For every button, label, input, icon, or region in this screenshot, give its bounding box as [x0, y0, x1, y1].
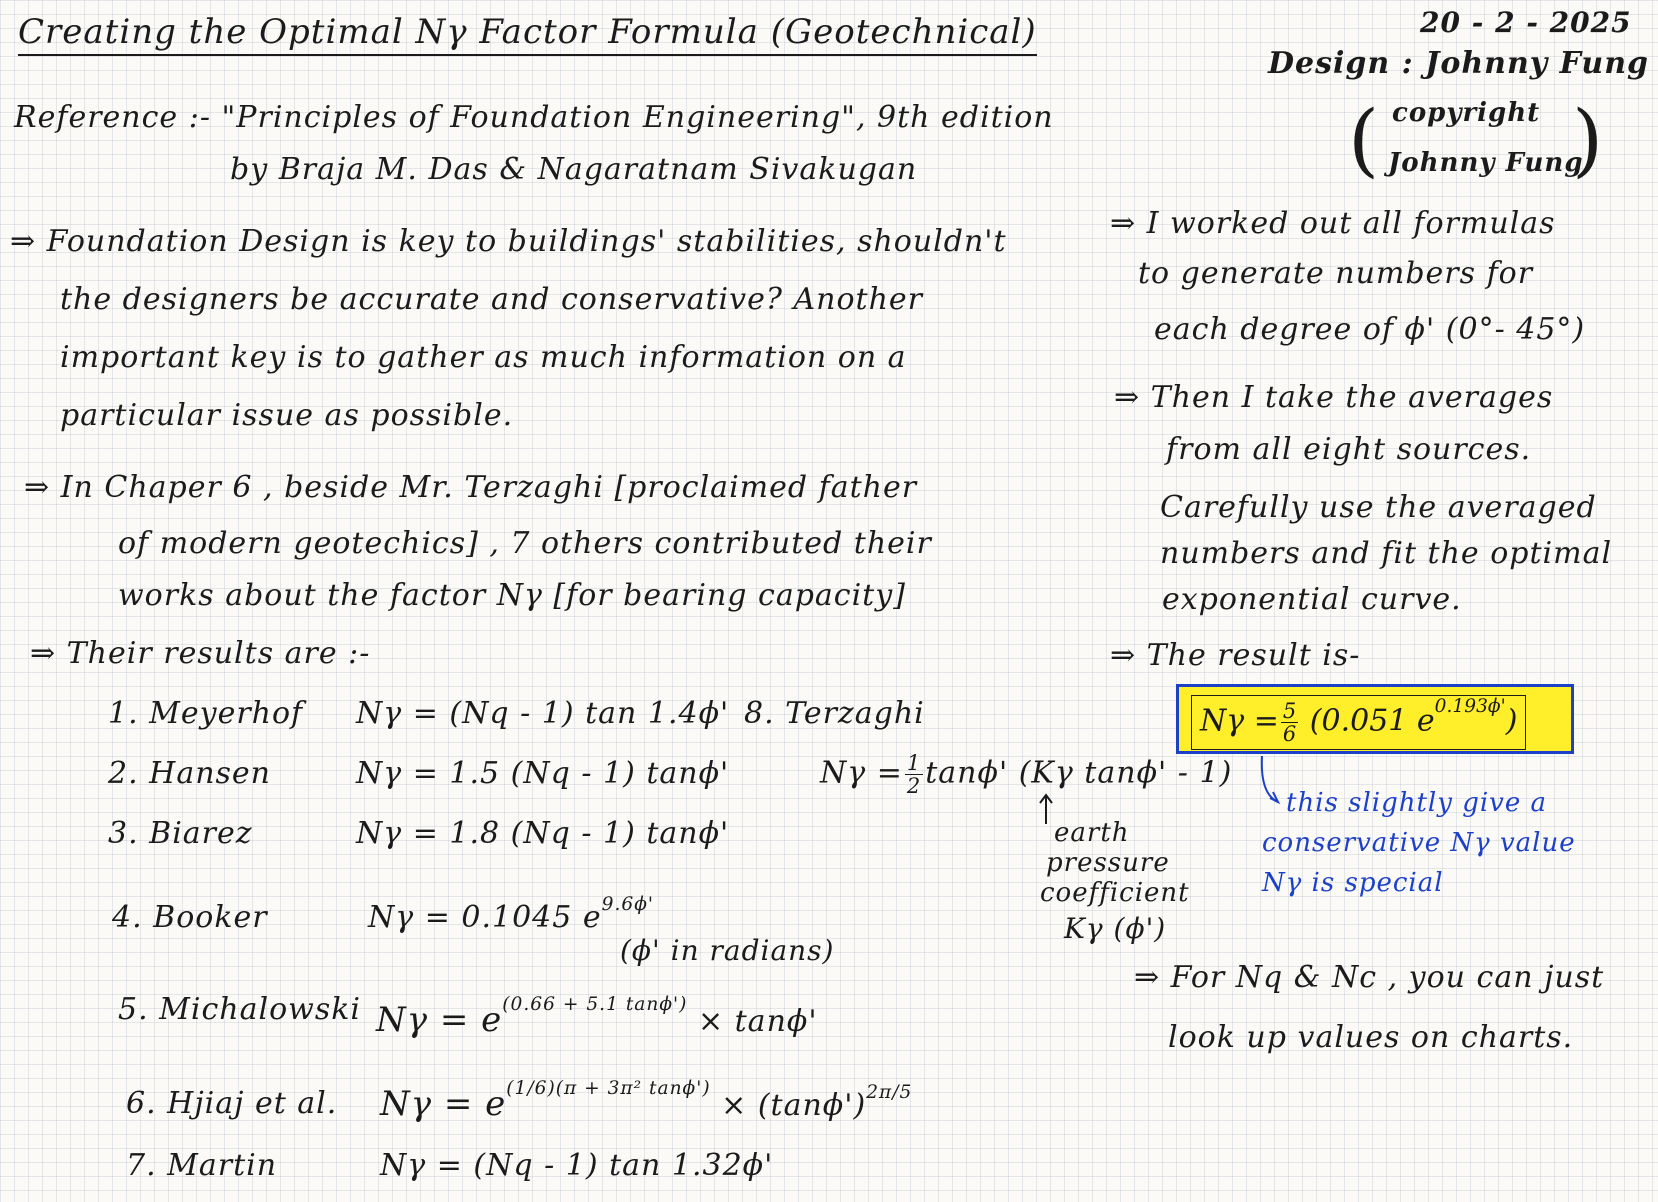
- method-formula-3: Nγ = 1.8 (Nq - 1) tanϕ': [356, 816, 730, 851]
- final-line-1: ⇒ For Nq & Nc , you can just: [1134, 960, 1605, 995]
- result-body: (0.051 e: [1309, 703, 1435, 739]
- page-title: Creating the Optimal Nγ Factor Formula (Geotechnical): [18, 12, 1037, 56]
- method-formula-4: [368, 894, 655, 935]
- terzaghi-frac-num: 1: [906, 751, 922, 775]
- method-formula-5-exponent: (0.66 + 5.1 tanϕ'): [502, 994, 688, 1015]
- average-line-2: from all eight sources.: [1166, 432, 1532, 467]
- method-formula-6-exponent: (1/6)(π + 3π² tanϕ'): [506, 1078, 711, 1099]
- result-lhs: Nγ =: [1200, 703, 1279, 739]
- blue-note-line-2: conservative Nγ value: [1262, 828, 1576, 858]
- result-formula-box: [1176, 684, 1574, 754]
- results-heading: ⇒ Their results are :-: [30, 636, 371, 671]
- result-heading: ⇒ The result is-: [1110, 638, 1361, 673]
- worked-line-2: to generate numbers for: [1138, 256, 1534, 291]
- fit-line-1: Carefully use the averaged: [1160, 490, 1597, 525]
- annotation-pressure: pressure: [1046, 848, 1170, 878]
- terzaghi-lhs: Nγ =: [820, 755, 903, 791]
- terzaghi-rhs: tanϕ' (Kγ tanϕ' - 1): [925, 755, 1233, 791]
- method-formula-2: Nγ = 1.5 (Nq - 1) tanϕ': [356, 756, 730, 791]
- method-formula-5-tail: × tanϕ': [697, 1004, 818, 1039]
- intro-line-2: the designers be accurate and conservative? Another: [60, 282, 923, 317]
- method-formula-4-exponent: 9.6ϕ': [601, 894, 655, 915]
- intro-line-1: ⇒ Foundation Design is key to buildings' stabilities, shouldn't: [10, 224, 1007, 259]
- chapter-line-1: ⇒ In Chaper 6 , beside Mr. Terzaghi [proclaimed father: [24, 470, 918, 505]
- method-formula-8: [820, 752, 1232, 797]
- annotation-earth: earth: [1054, 818, 1130, 848]
- intro-line-4: particular issue as possible.: [60, 398, 514, 433]
- result-close: ): [1505, 703, 1518, 739]
- result-frac-den: 6: [1282, 722, 1297, 747]
- reference-line-2: by Braja M. Das & Nagaratnam Sivakugan: [230, 152, 918, 187]
- method-name-4: 4. Booker: [112, 900, 268, 935]
- intro-line-3: important key is to gather as much information on a: [60, 340, 907, 375]
- copyright-label: copyright: [1392, 98, 1541, 128]
- copyright-open-paren: (: [1348, 93, 1381, 186]
- worked-line-1: ⇒ I worked out all formulas: [1110, 206, 1556, 241]
- result-exponent: 0.193ϕ': [1434, 695, 1506, 717]
- method-formula-6-base: Nγ = e: [380, 1084, 507, 1124]
- method-formula-1: Nγ = (Nq - 1) tan 1.4ϕ': [356, 696, 730, 731]
- method-name-8: 8. Terzaghi: [744, 696, 925, 731]
- method-note-4: (ϕ' in radians): [620, 934, 835, 967]
- up-arrow-icon: [1036, 792, 1056, 826]
- method-formula-5-base: Nγ = e: [376, 1000, 503, 1040]
- annotation-k-gamma: Kγ (ϕ'): [1064, 912, 1167, 945]
- method-name-2: 2. Hansen: [108, 756, 271, 791]
- method-formula-4-base: Nγ = 0.1045 e: [368, 900, 602, 935]
- final-line-2: look up values on charts.: [1168, 1020, 1574, 1055]
- chapter-line-3: works about the factor Nγ [for bearing capacity]: [118, 578, 906, 613]
- copyright-owner: Johnny Fung: [1388, 148, 1584, 178]
- method-formula-6: [380, 1078, 913, 1124]
- method-formula-5: [376, 994, 818, 1040]
- blue-note-line-1: this slightly give a: [1286, 788, 1547, 818]
- annotation-coefficient: coefficient: [1040, 878, 1190, 908]
- method-formula-7: Nγ = (Nq - 1) tan 1.32ϕ': [380, 1148, 774, 1183]
- design-credit: Design : Johnny Fung: [1268, 46, 1650, 81]
- date: 20 - 2 - 2025: [1420, 6, 1632, 39]
- result-frac-num: 5: [1282, 699, 1297, 723]
- method-name-5: 5. Michalowski: [118, 992, 361, 1027]
- method-name-3: 3. Biarez: [108, 816, 253, 851]
- terzaghi-frac-den: 2: [906, 774, 922, 799]
- chapter-line-2: of modern geotechics] , 7 others contributed their: [118, 526, 932, 561]
- result-formula: [1191, 695, 1526, 750]
- fit-line-2: numbers and fit the optimal: [1160, 536, 1613, 571]
- worked-line-3: each degree of ϕ' (0°- 45°): [1154, 312, 1586, 347]
- average-line-1: ⇒ Then I take the averages: [1114, 380, 1554, 415]
- terzaghi-fraction: [905, 752, 923, 797]
- down-arrow-icon: [1256, 754, 1288, 810]
- method-formula-6-tail: × (tanϕ'): [721, 1088, 867, 1123]
- reference-line-1: Reference :- "Principles of Foundation Engineering", 9th edition: [14, 100, 1054, 135]
- copyright-close-paren: ): [1572, 93, 1605, 186]
- fit-line-3: exponential curve.: [1162, 582, 1462, 617]
- method-name-6: 6. Hjiaj et al.: [126, 1086, 338, 1121]
- method-name-7: 7. Martin: [126, 1148, 278, 1183]
- method-formula-6-tail-exponent: 2π/5: [866, 1082, 913, 1103]
- blue-note-line-3: Nγ is special: [1262, 868, 1444, 898]
- method-name-1: 1. Meyerhof: [108, 696, 304, 731]
- result-fraction: [1281, 700, 1298, 745]
